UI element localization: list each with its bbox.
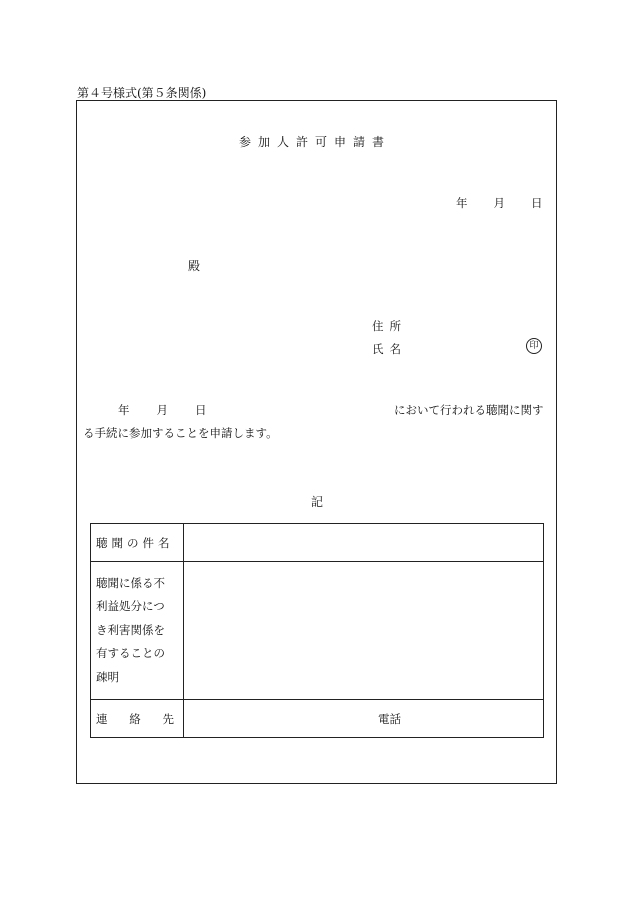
table-row [91,700,544,738]
interest-proof-label [91,562,184,700]
interest-proof-value[interactable] [184,562,544,700]
submission-date [456,195,543,211]
year-label: 年 [456,196,468,210]
day-label: 日 [531,196,543,210]
interest-proof-label-line: き利害関係を [96,622,165,637]
application-text-line2: る手続に参加することを申請します。 [83,426,278,440]
address-label: 住所 [372,319,407,333]
month-label: 月 [493,196,505,210]
hearing-day-label: 日 [195,403,207,417]
table-row [91,562,544,700]
form-number-label: 第４号様式(第５条関係) [77,86,207,100]
record-heading: 記 [311,495,324,509]
hearing-subject-label: 聴聞の件名 [91,524,184,562]
application-text-line1: において行われる聴聞に関す [394,403,544,417]
hearing-month-label: 月 [156,403,168,417]
details-table [90,523,544,738]
contact-label-char: 連 [96,711,108,726]
interest-proof-label-line: 有することの [96,646,165,661]
contact-label-char: 先 [162,711,174,726]
contact-label [91,700,184,738]
interest-proof-label-line: 疎明 [96,669,119,684]
contact-value[interactable] [184,700,544,738]
hearing-year-label: 年 [118,403,130,417]
table-row [91,524,544,562]
hearing-date [118,402,207,418]
seal-mark: 印 [526,338,542,354]
hearing-subject-value[interactable] [184,524,544,562]
interest-proof-label-line: 聴聞に係る不 [96,575,165,590]
phone-label: 電話 [378,711,401,726]
contact-label-char: 絡 [129,711,141,726]
addressee-suffix: 殿 [188,259,201,273]
name-label: 氏名 [372,342,407,356]
document-title: 参加人許可申請書 [238,135,391,149]
interest-proof-label-line: 利益処分につ [96,599,165,614]
